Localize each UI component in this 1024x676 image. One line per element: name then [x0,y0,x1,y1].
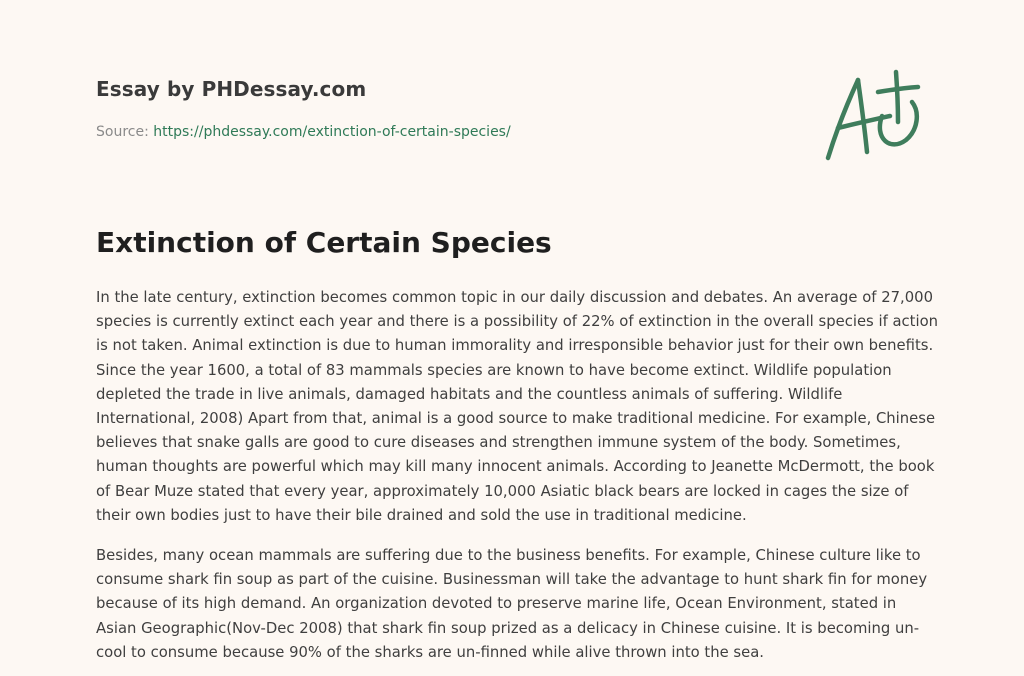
article-body [96,286,939,676]
text-line: of Bear Muze stated that every year, approximately 10,000 Asiatic black bears are locked in cages the size of [96,482,909,500]
text-line: Besides, many ocean mammals are suffering due to the business benefits. For example, Chinese culture like to [96,547,921,565]
text-line: because of its high demand. An organization devoted to preserve marine life, Ocean Environment, stated in [96,595,897,613]
text-line: cool to consume because 90% of the sharks are un-finned while alive thrown into the sea. [96,643,765,661]
text-line: International, 2008) Apart from that, animal is a good source to make traditional medicine. For example, Chinese [96,410,936,428]
paragraph [96,286,939,528]
text-line: consume shark fin soup as part of the cuisine. Businessman will take the advantage to hunt shark fin for money [96,571,928,589]
paragraph [96,544,932,665]
article-title: Extinction of Certain Species [96,226,552,259]
text-line: In the late century, extinction becomes common topic in our daily discussion and debates. An average of 27,000 [96,289,933,306]
site-brand: Essay by PHDessay.com [96,77,367,101]
text-line: is not taken. Animal extinction is due to human immorality and irresponsible behavior just for their own benefits. [96,337,934,355]
source-label: Source: [96,124,149,140]
source-line [96,124,511,140]
a-plus-logo-icon [818,66,930,166]
text-line: human thoughts are powerful which may kill many innocent animals. According to Jeanette McDermott, the book [96,458,935,476]
text-line: Asian Geographic(Nov-Dec 2008) that shark fin soup prized as a delicacy in Chinese cuisine. It is becoming un- [96,619,920,637]
text-line: Since the year 1600, a total of 83 mammals species are known to have become extinct. Wildlife population [96,361,892,379]
text-line: depleted the trade in live animals, damaged habitats and the countless animals of suffering. Wildlife [96,385,843,403]
source-link[interactable]: https://phdessay.com/extinction-of-certain-species/ [153,124,511,140]
text-line: believes that snake galls are good to cure diseases and strengthen immune system of the body. Sometimes, [96,434,901,452]
text-line: species is currently extinct each year and there is a possibility of 22% of extinction in the overall species if action [96,313,939,331]
text-line: their own bodies just to have their bile drained and sold the use in traditional medicine. [96,506,747,524]
